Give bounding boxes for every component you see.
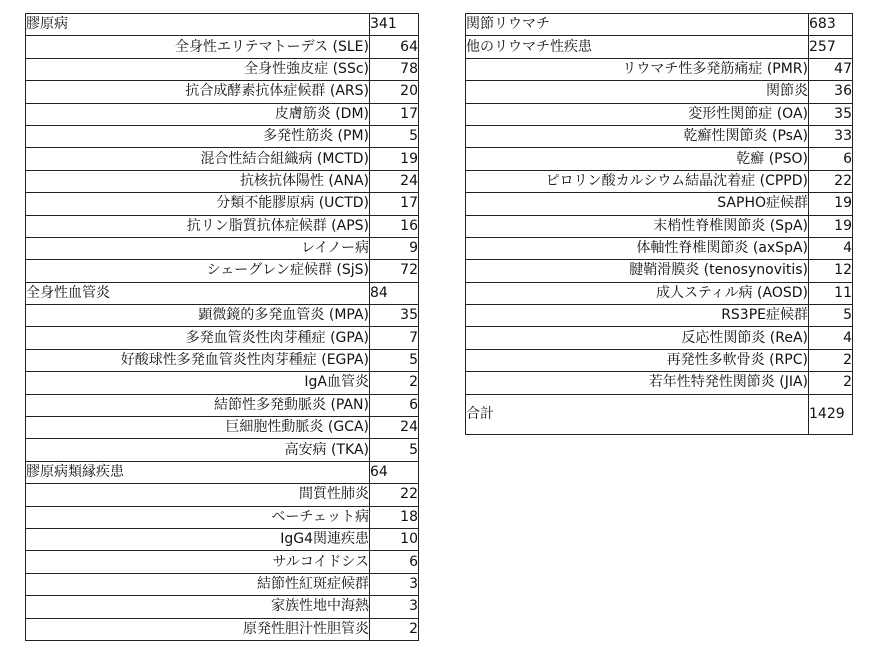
case-count: 33 [809,125,853,147]
case-count: 3 [370,596,419,618]
table-row [466,125,853,147]
disease-label: 顕微鏡的多発血管炎 (MPA) [26,305,370,327]
table-row [26,81,419,103]
case-count: 2 [370,372,419,394]
table-row [466,282,853,304]
case-count: 6 [370,394,419,416]
table-row [26,618,419,640]
case-count: 24 [370,417,419,439]
table-row [466,349,853,371]
category-count: 84 [370,282,419,304]
table-row [26,170,419,192]
case-count: 22 [370,484,419,506]
case-count: 78 [370,58,419,80]
table-row [26,148,419,170]
table-row [26,58,419,80]
total-count: 1429 [809,394,853,434]
disease-label: 反応性関節炎 (ReA) [466,327,809,349]
case-count: 2 [809,349,853,371]
disease-label: 原発性胆汁性胆管炎 [26,618,370,640]
disease-label: 抗合成酵素抗体症候群 (ARS) [26,81,370,103]
category-label: 関節リウマチ [466,14,809,36]
category-row [466,14,853,36]
category-label: 全身性血管炎 [26,282,370,304]
table-row [26,36,419,58]
disease-label: 成人スティル病 (AOSD) [466,282,809,304]
case-count: 4 [809,327,853,349]
case-count: 35 [809,103,853,125]
table-row [26,506,419,528]
case-count: 10 [370,528,419,550]
case-count: 5 [809,305,853,327]
disease-label: 多発血管炎性肉芽種症 (GPA) [26,327,370,349]
table-row [466,81,853,103]
case-count: 17 [370,103,419,125]
case-count: 16 [370,215,419,237]
disease-label: 混合性結合組織病 (MCTD) [26,148,370,170]
disease-label: IgG4関連疾患 [26,528,370,550]
case-count: 11 [809,282,853,304]
table-row [26,573,419,595]
table-row [26,439,419,461]
table-row [26,528,419,550]
case-count: 4 [809,237,853,259]
category-count: 257 [809,36,853,58]
disease-label: 高安病 (TKA) [26,439,370,461]
category-row [26,14,419,36]
disease-label: 好酸球性多発血管炎性肉芽種症 (EGPA) [26,349,370,371]
category-label: 他のリウマチ性疾患 [466,36,809,58]
table-row [26,327,419,349]
table-row [26,260,419,282]
case-count: 5 [370,125,419,147]
category-row [26,461,419,483]
total-row [466,394,853,434]
case-count: 18 [370,506,419,528]
case-count: 2 [370,618,419,640]
case-count: 72 [370,260,419,282]
disease-label: 末梢性脊椎関節炎 (SpA) [466,215,809,237]
disease-label: サルコイドシス [26,551,370,573]
disease-label: シェーグレン症候群 (SjS) [26,260,370,282]
case-count: 19 [809,193,853,215]
case-count: 24 [370,170,419,192]
disease-label: ピロリン酸カルシウム結晶沈着症 (CPPD) [466,170,809,192]
table-row [466,170,853,192]
table-row [26,372,419,394]
disease-label: 乾癬 (PSO) [466,148,809,170]
disease-label: リウマチ性多発筋痛症 (PMR) [466,58,809,80]
disease-label: 腱鞘滑膜炎 (tenosynovitis) [466,260,809,282]
table-row [26,103,419,125]
case-count: 6 [809,148,853,170]
disease-label: 結節性紅斑症候群 [26,573,370,595]
case-count: 2 [809,372,853,394]
category-label: 膠原病類縁疾患 [26,461,370,483]
table-row [466,372,853,394]
table-row [26,551,419,573]
category-count: 64 [370,461,419,483]
case-count: 64 [370,36,419,58]
table-row [466,193,853,215]
disease-label: 間質性肺炎 [26,484,370,506]
disease-label: 若年性特発性関節炎 (JIA) [466,372,809,394]
left-disease-table [25,13,419,641]
disease-label: SAPHO症候群 [466,193,809,215]
case-count: 47 [809,58,853,80]
disease-label: 乾癬性関節炎 (PsA) [466,125,809,147]
category-count: 341 [370,14,419,36]
category-label: 膠原病 [26,14,370,36]
disease-label: 全身性強皮症 (SSc) [26,58,370,80]
table-row [26,125,419,147]
disease-label: ベーチェット病 [26,506,370,528]
table-row [26,596,419,618]
table-row [26,417,419,439]
case-count: 3 [370,573,419,595]
table-row [26,215,419,237]
disease-label: RS3PE症候群 [466,305,809,327]
case-count: 35 [370,305,419,327]
case-count: 19 [809,215,853,237]
case-count: 36 [809,81,853,103]
table-row [466,148,853,170]
table-row [466,237,853,259]
table-row [26,394,419,416]
disease-label: 体軸性脊椎関節炎 (axSpA) [466,237,809,259]
case-count: 17 [370,193,419,215]
category-row [26,282,419,304]
disease-label: IgA血管炎 [26,372,370,394]
table-row [466,260,853,282]
total-label: 合計 [466,394,809,434]
disease-label: 関節炎 [466,81,809,103]
disease-label: 再発性多軟骨炎 (RPC) [466,349,809,371]
case-count: 20 [370,81,419,103]
case-count: 6 [370,551,419,573]
case-count: 9 [370,237,419,259]
disease-label: 抗核抗体陽性 (ANA) [26,170,370,192]
right-disease-table [465,13,853,435]
disease-label: 変形性関節症 (OA) [466,103,809,125]
table-row [26,237,419,259]
table-row [466,215,853,237]
case-count: 19 [370,148,419,170]
table-row [26,484,419,506]
disease-label: 多発性筋炎 (PM) [26,125,370,147]
disease-label: レイノー病 [26,237,370,259]
case-count: 22 [809,170,853,192]
table-row [466,305,853,327]
table-row [466,58,853,80]
table-row [26,349,419,371]
case-count: 12 [809,260,853,282]
table-row [26,305,419,327]
disease-label: 結節性多発動脈炎 (PAN) [26,394,370,416]
disease-label: 皮膚筋炎 (DM) [26,103,370,125]
case-count: 5 [370,349,419,371]
disease-label: 抗リン脂質抗体症候群 (APS) [26,215,370,237]
disease-label: 家族性地中海熱 [26,596,370,618]
case-count: 7 [370,327,419,349]
category-count: 683 [809,14,853,36]
case-count: 5 [370,439,419,461]
category-row [466,36,853,58]
table-row [466,327,853,349]
disease-label: 全身性エリテマトーデス (SLE) [26,36,370,58]
disease-label: 巨細胞性動脈炎 (GCA) [26,417,370,439]
table-row [26,193,419,215]
table-row [466,103,853,125]
disease-label: 分類不能膠原病 (UCTD) [26,193,370,215]
